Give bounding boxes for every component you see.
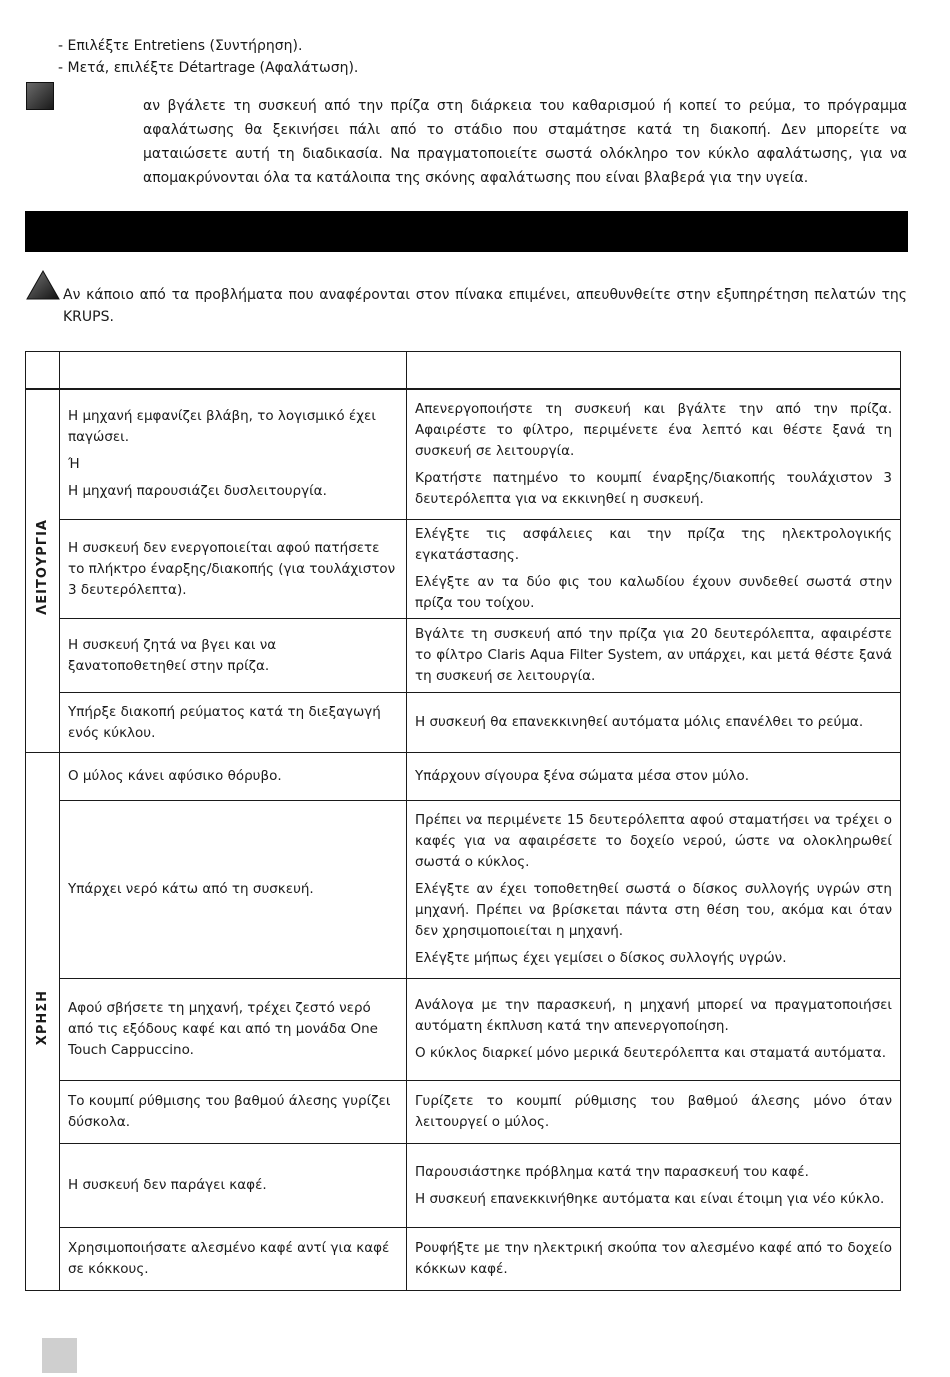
problem-text: Η συσκευή ζητά να βγει και να ξανατοποθετηθεί στην πρίζα. bbox=[68, 636, 277, 674]
problem-cell bbox=[60, 801, 407, 979]
header-cell-solution bbox=[407, 352, 901, 389]
warning-square-icon bbox=[26, 82, 54, 110]
table-row bbox=[26, 520, 901, 619]
solution-text: Κρατήστε πατημένο το κουμπί έναρξης/διακοπής τουλάχιστον 3 δευτερόλεπτα για να εκκινηθεί η συσκευή. bbox=[415, 469, 892, 507]
problem-cell bbox=[60, 693, 407, 753]
solution-cell bbox=[407, 1081, 901, 1144]
solution-text: Παρουσιάστηκε πρόβλημα κατά την παρασκευή του καφέ. bbox=[415, 1163, 809, 1180]
solution-cell bbox=[407, 520, 901, 619]
header-cell-problem bbox=[60, 352, 407, 389]
warning-paragraph: αν βγάλετε τη συσκευή από την πρίζα στη διάρκεια του καθαρισμού ή κοπεί το ρεύμα, το πρόγραμμα αφαλάτωσης θα ξεκινήσει πάλι από το στάδιο που σταμάτησε κατά τη διακοπή. Δεν μπορείτε να ματαιώσετε αυτή τη διαδικασία. Να πραγματοποιείτε σωστά ολόκληρο τον κύκλο αφαλάτωσης, για να απομακρύνονται όλα τα κατάλοιπα της σκόνης αφαλάτωσης που είναι βλαβερά για την υγεία. bbox=[143, 98, 907, 186]
table-row bbox=[26, 753, 901, 801]
problem-cell bbox=[60, 753, 407, 801]
solution-text: Ανάλογα με την παρασκευή, η μηχανή μπορεί να πραγματοποιήσει αυτόματη έκπλυση κατά την απενεργοποίηση. bbox=[415, 997, 892, 1034]
instruction-line-2: - Μετά, επιλέξτε Détartrage (Αφαλάτωση). bbox=[58, 60, 359, 76]
table-row bbox=[26, 1081, 901, 1144]
solution-text: Η συσκευή θα επανεκκινηθεί αυτόματα μόλις επανέλθει το ρεύμα. bbox=[415, 714, 864, 730]
problem-cell bbox=[60, 1144, 407, 1228]
solution-text: Η συσκευή επανεκκινήθηκε αυτόματα και είναι έτοιμη για νέο κύκλο. bbox=[415, 1190, 885, 1207]
problem-cell bbox=[60, 1228, 407, 1291]
solution-text: Ελέγξτε μήπως έχει γεμίσει ο δίσκος συλλογής υγρών. bbox=[415, 950, 787, 966]
header-cell-empty bbox=[26, 352, 60, 389]
problem-text: Το κουμπί ρύθμισης του βαθμού άλεσης γυρίζει δύσκολα. bbox=[68, 1093, 391, 1130]
solution-text: Υπάρχουν σίγουρα ξένα σώματα μέσα στον μύλο. bbox=[415, 768, 750, 784]
problem-cell bbox=[60, 520, 407, 619]
solution-cell bbox=[407, 1228, 901, 1291]
solution-text: Βγάλτε τη συσκευή από την πρίζα για 20 δευτερόλεπτα, αφαιρέστε το φίλτρο Claris Aqua Filter System, αν υπάρχει, και μετά θέστε ξανά τη συσκευή σε λειτουργία. bbox=[415, 626, 892, 684]
solution-text: Ελέγξτε τις ασφάλειες και την πρίζα της ηλεκτρολογικής εγκατάστασης. bbox=[415, 526, 892, 563]
solution-text: Ο κύκλος διαρκεί μόνο μερικά δευτερόλεπτα και σταματά αυτόματα. bbox=[415, 1045, 886, 1061]
table-row bbox=[26, 979, 901, 1081]
table-row bbox=[26, 693, 901, 753]
warning-triangle-icon bbox=[26, 270, 60, 300]
solution-cell bbox=[407, 1144, 901, 1228]
solution-cell bbox=[407, 753, 901, 801]
solution-text: Ελέγξτε αν τα δύο φις του καλωδίου έχουν συνδεθεί σωστά στην πρίζα του τοίχου. bbox=[415, 574, 892, 611]
section-header-bar bbox=[25, 211, 908, 252]
solution-cell bbox=[407, 389, 901, 520]
problem-text: Η μηχανή εμφανίζει βλάβη, το λογισμικό έχει παγώσει. bbox=[68, 408, 376, 446]
solution-cell bbox=[407, 979, 901, 1081]
solution-text: Ελέγξτε αν έχει τοποθετηθεί σωστά ο δίσκος συλλογής υγρών στη μηχανή. Πρέπει να βρίσκεται πάντα στη θέση του, ακόμα και όταν δεν χρησιμοποιείται η μηχανή. bbox=[415, 881, 892, 939]
table-row bbox=[26, 1228, 901, 1291]
section-label-cell bbox=[26, 389, 60, 753]
table-header-row bbox=[26, 352, 901, 389]
section-label: ΛΕΙΤΟΥΡΓΙΑ bbox=[35, 519, 50, 616]
problem-text: Αφού σβήσετε τη μηχανή, τρέχει ζεστό νερό από τις εξόδους καφέ και από τη μονάδα One Touch Cappuccino. bbox=[68, 1000, 378, 1058]
problem-cell bbox=[60, 619, 407, 693]
problem-text: Χρησιμοποιήσατε αλεσμένο καφέ αντί για καφέ σε κόκκους. bbox=[68, 1240, 390, 1277]
table-row bbox=[26, 619, 901, 693]
problem-cell bbox=[60, 1081, 407, 1144]
solution-cell bbox=[407, 693, 901, 753]
problem-cell bbox=[60, 979, 407, 1081]
section-label: ΧΡΗΣΗ bbox=[35, 990, 50, 1046]
problem-text: Η συσκευή δεν παράγει καφέ. bbox=[68, 1177, 267, 1193]
table-row bbox=[26, 389, 901, 520]
problem-text: Υπάρχει νερό κάτω από τη συσκευή. bbox=[68, 881, 314, 897]
table-row bbox=[26, 801, 901, 979]
table-row bbox=[26, 1144, 901, 1228]
page-number-box bbox=[42, 1338, 77, 1373]
customer-service-note: Αν κάποιο από τα προβλήματα που αναφέρονται στον πίνακα επιμένει, απευθυνθείτε στην εξυπηρέτηση πελατών της KRUPS. bbox=[63, 287, 907, 325]
problem-text: Ή bbox=[68, 456, 80, 473]
instruction-line-1: - Επιλέξτε Entretiens (Συντήρηση). bbox=[58, 38, 303, 54]
section-label-cell bbox=[26, 753, 60, 1291]
solution-cell bbox=[407, 619, 901, 693]
solution-text: Απενεργοποιήστε τη συσκευή και βγάλτε την από την πρίζα. Αφαιρέστε το φίλτρο, περιμένετε ένα λεπτό και θέστε ξανά τη συσκευή σε λειτουργία. bbox=[415, 400, 892, 459]
problem-cell bbox=[60, 389, 407, 520]
problem-text: Η συσκευή δεν ενεργοποιείται αφού πατήσετε το πλήκτρο έναρξης/διακοπής (για τουλάχιστον 3 δευτερόλεπτα). bbox=[68, 539, 396, 598]
solution-text: Πρέπει να περιμένετε 15 δευτερόλεπτα αφού σταματήσει να τρέχει ο καφές για να αφαιρέσετε το δοχείο νερού, ώστε να ολοκληρωθεί σωστά ο κύκλος. bbox=[415, 812, 892, 870]
troubleshooting-table bbox=[25, 351, 901, 1291]
solution-text: Ρουφήξτε με την ηλεκτρική σκούπα τον αλεσμένο καφέ από το δοχείο κόκκων καφέ. bbox=[415, 1240, 892, 1277]
problem-text: Ο μύλος κάνει αφύσικο θόρυβο. bbox=[68, 768, 282, 784]
solution-text: Γυρίζετε το κουμπί ρύθμισης του βαθμού άλεσης μόνο όταν λειτουργεί ο μύλος. bbox=[415, 1093, 892, 1130]
problem-text: Υπήρξε διακοπή ρεύματος κατά τη διεξαγωγή ενός κύκλου. bbox=[68, 703, 381, 741]
problem-text: Η μηχανή παρουσιάζει δυσλειτουργία. bbox=[68, 483, 327, 500]
solution-cell bbox=[407, 801, 901, 979]
